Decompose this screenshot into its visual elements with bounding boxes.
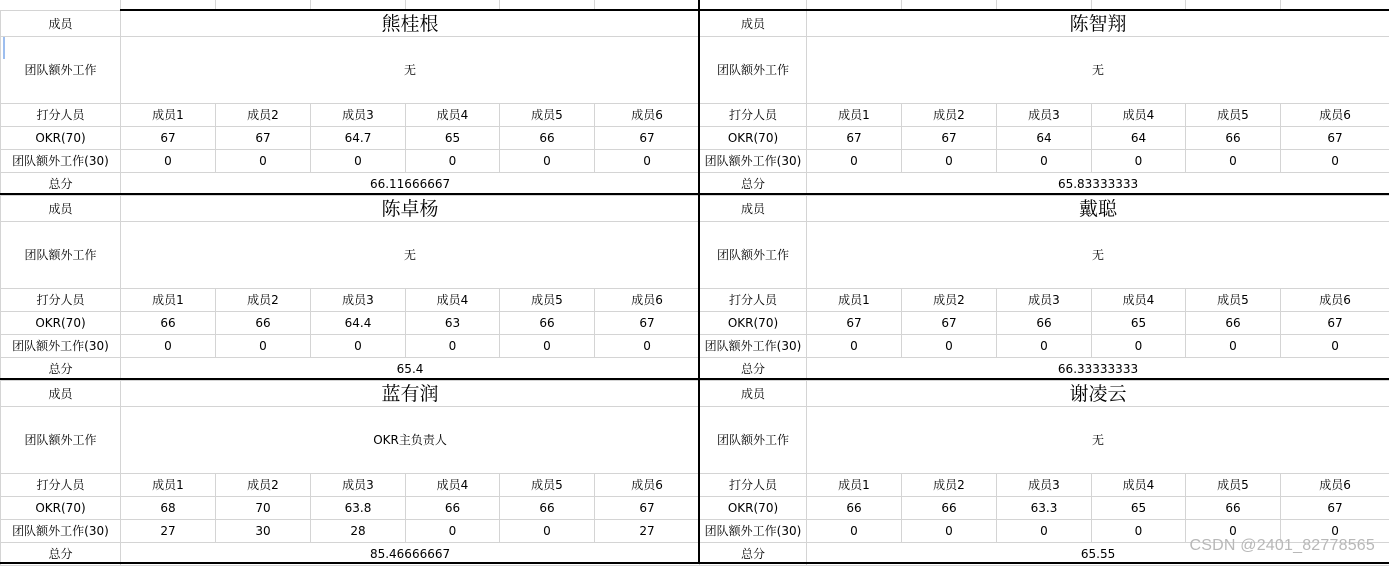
extra-score-label[interactable]: 团队额外工作(30) [1, 520, 121, 543]
scorer-col-header[interactable]: 成员1 [121, 474, 216, 497]
extra-score-cell[interactable]: 0 [807, 150, 902, 173]
okr-score-cell[interactable]: 67 [1281, 497, 1389, 520]
extra-score-cell[interactable]: 0 [216, 150, 311, 173]
scorer-col-header[interactable]: 成员1 [807, 474, 902, 497]
extra-score-cell[interactable]: 0 [406, 335, 500, 358]
member-label[interactable]: 成员 [700, 196, 807, 222]
scorer-col-header[interactable]: 成员2 [216, 104, 311, 127]
score-table [0, 10, 700, 196]
okr-score-cell[interactable]: 66 [216, 312, 311, 335]
okr-score-cell[interactable]: 70 [216, 497, 311, 520]
extra-work-value[interactable]: 无 [807, 407, 1389, 474]
extra-score-cell[interactable]: 0 [1186, 150, 1281, 173]
divider-center [698, 0, 700, 564]
extra-score-cell[interactable]: 0 [500, 520, 595, 543]
score-table [0, 195, 700, 381]
extra-score-cell[interactable]: 0 [121, 335, 216, 358]
total-value[interactable]: 65.83333333 [807, 173, 1389, 196]
scorer-col-header[interactable]: 成员1 [807, 289, 902, 312]
extra-work-label[interactable]: 团队额外工作 [700, 37, 807, 104]
scorer-label[interactable]: 打分人员 [700, 289, 807, 312]
total-value[interactable]: 66.11666667 [121, 173, 700, 196]
scorer-col-header[interactable]: 成员4 [406, 289, 500, 312]
okr-score-cell[interactable]: 65 [406, 127, 500, 150]
okr-score-cell[interactable]: 65 [1092, 312, 1186, 335]
okr-label[interactable]: OKR(70) [1, 312, 121, 335]
okr-label[interactable]: OKR(70) [700, 497, 807, 520]
okr-score-cell[interactable]: 66 [500, 312, 595, 335]
total-label[interactable]: 总分 [700, 358, 807, 381]
okr-score-cell[interactable]: 66 [406, 497, 500, 520]
scorer-col-header[interactable]: 成员5 [1186, 474, 1281, 497]
total-value[interactable]: 65.4 [121, 358, 700, 381]
scorer-col-header[interactable]: 成员5 [500, 104, 595, 127]
extra-score-cell[interactable]: 27 [595, 520, 700, 543]
okr-score-cell[interactable]: 68 [121, 497, 216, 520]
extra-score-cell[interactable]: 0 [1186, 520, 1281, 543]
scorer-col-header[interactable]: 成员2 [902, 474, 997, 497]
okr-score-cell[interactable]: 66 [807, 497, 902, 520]
okr-score-cell[interactable]: 66 [500, 127, 595, 150]
extra-score-cell[interactable]: 0 [807, 335, 902, 358]
extra-score-cell[interactable]: 0 [311, 150, 406, 173]
scorer-col-header[interactable]: 成员5 [1186, 104, 1281, 127]
extra-score-cell[interactable]: 0 [500, 150, 595, 173]
divider-1 [0, 193, 1389, 195]
okr-score-cell[interactable]: 67 [807, 312, 902, 335]
okr-score-cell[interactable]: 63.3 [997, 497, 1092, 520]
scorer-col-header[interactable]: 成员4 [1092, 474, 1186, 497]
extra-score-cell[interactable]: 0 [997, 520, 1092, 543]
scorer-col-header[interactable]: 成员4 [1092, 104, 1186, 127]
score-table [699, 10, 1389, 196]
member-name[interactable]: 谢凌云 [807, 381, 1389, 407]
extra-score-label[interactable]: 团队额外工作(30) [700, 335, 807, 358]
extra-score-cell[interactable]: 0 [1092, 335, 1186, 358]
scorer-col-header[interactable]: 成员1 [807, 104, 902, 127]
divider-top [120, 9, 1389, 11]
okr-score-cell[interactable]: 67 [216, 127, 311, 150]
extra-work-value[interactable]: OKR主负责人 [121, 407, 700, 474]
okr-score-cell[interactable]: 67 [1281, 312, 1389, 335]
scorer-col-header[interactable]: 成员5 [500, 289, 595, 312]
okr-score-cell[interactable]: 67 [807, 127, 902, 150]
okr-score-cell[interactable]: 66 [121, 312, 216, 335]
extra-work-value[interactable]: 无 [121, 37, 700, 104]
extra-score-cell[interactable]: 0 [500, 335, 595, 358]
extra-score-cell[interactable]: 0 [595, 335, 700, 358]
extra-score-cell[interactable]: 0 [902, 150, 997, 173]
watermark-text: CSDN @2401_82778565 [1189, 537, 1375, 555]
scorer-col-header[interactable]: 成员6 [1281, 104, 1389, 127]
scorer-col-header[interactable]: 成员3 [311, 289, 406, 312]
scorer-col-header[interactable]: 成员1 [121, 289, 216, 312]
extra-score-label[interactable]: 团队额外工作(30) [1, 150, 121, 173]
extra-score-cell[interactable]: 0 [595, 150, 700, 173]
scorer-col-header[interactable]: 成员4 [1092, 289, 1186, 312]
scorer-col-header[interactable]: 成员6 [595, 474, 700, 497]
scorer-col-header[interactable]: 成员6 [1281, 474, 1389, 497]
okr-score-cell[interactable]: 67 [595, 312, 700, 335]
okr-label[interactable]: OKR(70) [1, 497, 121, 520]
score-card [0, 195, 699, 380]
extra-work-label[interactable]: 团队额外工作 [1, 222, 121, 289]
okr-score-cell[interactable]: 64.7 [311, 127, 406, 150]
scorer-label[interactable]: 打分人员 [1, 289, 121, 312]
score-table [699, 195, 1389, 381]
okr-score-cell[interactable]: 67 [1281, 127, 1389, 150]
extra-work-label[interactable]: 团队额外工作 [1, 407, 121, 474]
okr-score-cell[interactable]: 64.4 [311, 312, 406, 335]
extra-work-value[interactable]: 无 [807, 222, 1389, 289]
extra-score-cell[interactable]: 30 [216, 520, 311, 543]
member-name[interactable]: 蓝有润 [121, 381, 700, 407]
member-name[interactable]: 陈卓杨 [121, 196, 700, 222]
extra-score-label[interactable]: 团队额外工作(30) [700, 150, 807, 173]
score-card [699, 10, 1389, 195]
scorer-label[interactable]: 打分人员 [1, 104, 121, 127]
scorer-col-header[interactable]: 成员2 [902, 289, 997, 312]
scorer-col-header[interactable]: 成员3 [997, 474, 1092, 497]
extra-score-label[interactable]: 团队额外工作(30) [700, 520, 807, 543]
extra-score-cell[interactable]: 0 [311, 335, 406, 358]
okr-score-cell[interactable]: 63.8 [311, 497, 406, 520]
scorer-col-header[interactable]: 成员3 [311, 474, 406, 497]
extra-work-value[interactable]: 无 [121, 222, 700, 289]
extra-score-cell[interactable]: 28 [311, 520, 406, 543]
extra-score-cell[interactable]: 0 [406, 520, 500, 543]
okr-score-cell[interactable]: 67 [595, 497, 700, 520]
total-label[interactable]: 总分 [1, 543, 121, 566]
total-label[interactable]: 总分 [1, 358, 121, 381]
okr-score-cell[interactable]: 67 [902, 312, 997, 335]
scorer-col-header[interactable]: 成员6 [595, 289, 700, 312]
extra-score-cell[interactable]: 0 [902, 520, 997, 543]
scorer-col-header[interactable]: 成员6 [595, 104, 700, 127]
okr-label[interactable]: OKR(70) [700, 127, 807, 150]
okr-score-cell[interactable]: 67 [595, 127, 700, 150]
extra-score-cell[interactable]: 0 [902, 335, 997, 358]
extra-work-label[interactable]: 团队额外工作 [700, 407, 807, 474]
member-label[interactable]: 成员 [1, 11, 121, 37]
extra-score-cell[interactable]: 0 [807, 520, 902, 543]
member-label[interactable]: 成员 [700, 11, 807, 37]
okr-score-cell[interactable]: 66 [1186, 127, 1281, 150]
scorer-col-header[interactable]: 成员5 [500, 474, 595, 497]
scorer-label[interactable]: 打分人员 [1, 474, 121, 497]
scorer-col-header[interactable]: 成员4 [406, 104, 500, 127]
okr-label[interactable]: OKR(70) [1, 127, 121, 150]
extra-score-cell[interactable]: 0 [1281, 150, 1389, 173]
scorer-col-header[interactable]: 成员1 [121, 104, 216, 127]
okr-score-cell[interactable]: 65 [1092, 497, 1186, 520]
okr-score-cell[interactable]: 66 [997, 312, 1092, 335]
scorer-col-header[interactable]: 成员2 [216, 289, 311, 312]
member-name[interactable]: 戴聪 [807, 196, 1389, 222]
extra-score-cell[interactable]: 0 [1186, 335, 1281, 358]
okr-score-cell[interactable]: 66 [500, 497, 595, 520]
okr-score-cell[interactable]: 64 [997, 127, 1092, 150]
scorer-col-header[interactable]: 成员5 [1186, 289, 1281, 312]
total-value[interactable]: 66.33333333 [807, 358, 1389, 381]
member-label[interactable]: 成员 [1, 381, 121, 407]
extra-score-cell[interactable]: 0 [1092, 150, 1186, 173]
okr-score-cell[interactable]: 63 [406, 312, 500, 335]
scorer-col-header[interactable]: 成员6 [1281, 289, 1389, 312]
total-label[interactable]: 总分 [1, 173, 121, 196]
scorer-col-header[interactable]: 成员3 [311, 104, 406, 127]
score-card [699, 195, 1389, 380]
okr-score-cell[interactable]: 66 [1186, 497, 1281, 520]
extra-score-cell[interactable]: 0 [997, 335, 1092, 358]
extra-score-cell[interactable]: 0 [1092, 520, 1186, 543]
scorer-col-header[interactable]: 成员4 [406, 474, 500, 497]
member-name[interactable]: 熊桂根 [121, 11, 700, 37]
extra-score-cell[interactable]: 0 [121, 150, 216, 173]
extra-score-cell[interactable]: 0 [997, 150, 1092, 173]
okr-score-cell[interactable]: 66 [1186, 312, 1281, 335]
scorer-col-header[interactable]: 成员3 [997, 289, 1092, 312]
extra-score-cell[interactable]: 0 [216, 335, 311, 358]
okr-score-cell[interactable]: 66 [902, 497, 997, 520]
extra-work-label[interactable]: 团队额外工作 [1, 37, 121, 104]
extra-score-cell[interactable]: 0 [1281, 335, 1389, 358]
extra-work-label[interactable]: 团队额外工作 [700, 222, 807, 289]
total-value[interactable]: 85.46666667 [121, 543, 700, 566]
scorer-col-header[interactable]: 成员3 [997, 104, 1092, 127]
okr-score-cell[interactable]: 67 [902, 127, 997, 150]
score-table [0, 380, 700, 566]
extra-score-cell[interactable]: 27 [121, 520, 216, 543]
extra-score-label[interactable]: 团队额外工作(30) [1, 335, 121, 358]
total-label[interactable]: 总分 [700, 543, 807, 566]
total-value[interactable]: 65.55 [807, 543, 1389, 566]
scorer-col-header[interactable]: 成员2 [902, 104, 997, 127]
scorer-label[interactable]: 打分人员 [700, 104, 807, 127]
score-card [0, 380, 699, 565]
total-label[interactable]: 总分 [700, 173, 807, 196]
extra-score-cell[interactable]: 0 [1281, 520, 1389, 543]
scorer-label[interactable]: 打分人员 [700, 474, 807, 497]
score-card [0, 10, 699, 195]
okr-score-cell[interactable]: 67 [121, 127, 216, 150]
okr-score-cell[interactable]: 64 [1092, 127, 1186, 150]
extra-score-cell[interactable]: 0 [406, 150, 500, 173]
member-label[interactable]: 成员 [700, 381, 807, 407]
member-label[interactable]: 成员 [1, 196, 121, 222]
okr-label[interactable]: OKR(70) [700, 312, 807, 335]
divider-2 [0, 378, 1389, 380]
extra-work-value[interactable]: 无 [807, 37, 1389, 104]
scorer-col-header[interactable]: 成员2 [216, 474, 311, 497]
member-name[interactable]: 陈智翔 [807, 11, 1389, 37]
